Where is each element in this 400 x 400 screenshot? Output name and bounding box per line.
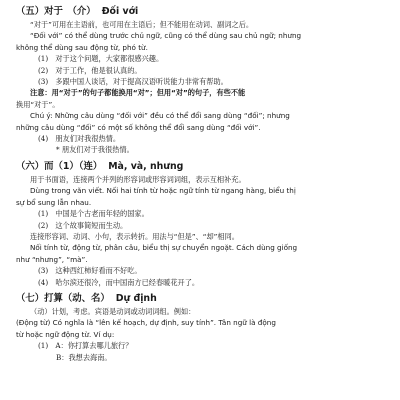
example-line: (3) 这种西红柿好看而不好吃。: [38, 266, 142, 276]
example-line: (4) 朋友们对我很热情。: [38, 134, 121, 144]
section-7-title: （七）打算（动、名）: [16, 292, 110, 304]
section-5-title: （五）对于 （介）: [16, 6, 96, 17]
section-6-title: （六）而（1）（连）: [16, 160, 103, 172]
section-7-title-viet: Dự định: [115, 292, 157, 304]
example-line: (2) 这个故事简短而生动。: [38, 220, 128, 230]
paragraph-line: “Đối với” có thể dùng trước chủ ngữ, cũng có thể dùng sau chủ ngữ; nhưng: [30, 31, 302, 41]
example-line: B：我想去海南。: [56, 352, 112, 362]
section-6: [16, 159, 386, 288]
paragraph-line: từ hoặc ngữ động từ. Ví dụ:: [16, 329, 115, 339]
example-line: (1) A：你打算去哪儿旅行？: [38, 341, 133, 351]
paragraph-line: (Động từ) Có nghĩa là “lên kế hoạch, dự định, suy tính”. Tân ngữ là động: [16, 318, 276, 328]
example-line: (3) 多跟中国人谈话，对于提高汉语听说能力非常有帮助。: [38, 77, 228, 87]
section-5: [16, 4, 386, 156]
example-line: (1) 中国是个古老而年轻的国家。: [38, 209, 149, 219]
section-7: [16, 291, 386, 363]
paragraph-line: （动）计划，考虑。宾语是动词或动词词组。例如：: [30, 306, 196, 316]
note-line: Chú ý: Những câu dùng “đối với” đều có thể đổi sang dùng “đối”; nhưng: [30, 111, 290, 121]
example-line: (1) 对于这个问题，大家都很感兴趣。: [38, 54, 164, 64]
section-7-heading: [16, 291, 386, 306]
paragraph-line: 用于书面语，连接两个并列的形容词或形容词词组，表示互相补充。: [30, 174, 246, 184]
example-line: * 朋友们对于我很热情。: [56, 145, 134, 155]
paragraph-line: Dùng trong văn viết. Nối hai tính từ hoặc ngữ tính từ ngang hàng, biểu thị: [30, 186, 296, 196]
paragraph-line: 连接形容词、动词、小句，表示转折。用法与“但是”、“却”相同。: [30, 231, 239, 241]
paragraph-line: “对于”可用在主语前，也可用在主语后；但不能用在动词、副词之后。: [30, 20, 254, 29]
section-5-title-viet: Đối với: [101, 6, 139, 17]
note-line: 换用“对于”。: [16, 99, 60, 109]
section-6-title-viet: Mà, và, nhưng: [108, 160, 184, 172]
paragraph-line: như “nhưng”, “mà”.: [16, 254, 88, 264]
paragraph-line: không thể dùng sau động từ, phó từ.: [16, 42, 148, 52]
example-line: (4) 哈尔滨还很冷，而中国南方已经春暖花开了。: [38, 277, 200, 287]
note-line: những câu dùng “đối” có một số không thể đổi sang dùng “đối với”.: [16, 122, 261, 132]
example-line: (2) 对于工作，他是很认真的。: [38, 65, 142, 75]
paragraph-line: sự bổ sung lẫn nhau.: [16, 197, 92, 207]
section-6-heading: [16, 159, 386, 174]
section-5-heading: [16, 4, 386, 19]
note-line: 注意：用“对于”的句子都能换用“对”；但用“对”的句子，有些不能: [30, 88, 246, 98]
paragraph-line: Nối tính từ, động từ, phân câu, biểu thị sự chuyển ngoặt. Cách dùng giống: [30, 243, 298, 253]
